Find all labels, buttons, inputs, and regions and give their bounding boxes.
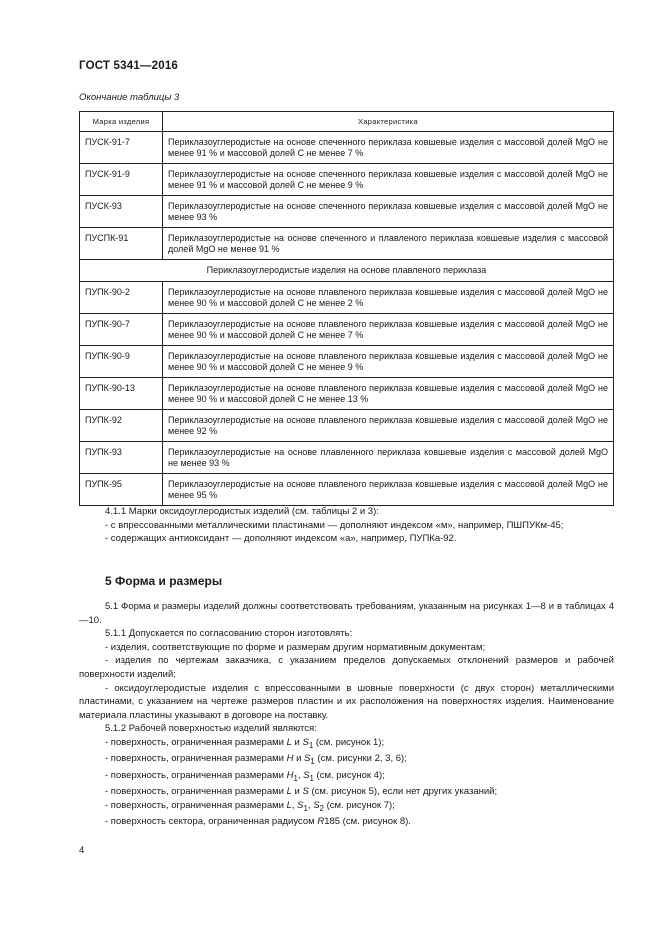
table-row (80, 410, 614, 442)
document-header: ГОСТ 5341—2016 (79, 60, 179, 72)
mark-cell: ПУПК-93 (80, 442, 163, 474)
table-row (80, 346, 614, 378)
table-row (80, 164, 614, 196)
column-header-characteristic: Характеристика (163, 112, 614, 132)
surface-item: - поверхность сектора, ограниченная радиусом R185 (см. рисунок 8). (105, 816, 411, 828)
table-row (80, 378, 614, 410)
mark-cell: ПУСК-91-9 (80, 164, 163, 196)
mark-cell: ПУПК-90-7 (80, 314, 163, 346)
section-title: 5 Форма и размеры (105, 574, 223, 588)
mark-cell: ПУСК-91-7 (80, 132, 163, 164)
para-5-1-1-item: - оксидоуглеродистые изделия с впрессованными в шовные поверхности (с двух сторон) металлическими пластинами, с указанием на чертеже размеров пластин и их расположения на поверхностях изделия. Наименование материала пластины указывают в договоре на поставку. (79, 682, 614, 721)
table-caption: Окончание таблицы 3 (79, 92, 180, 103)
surface-item: - поверхность, ограниченная размерами L и $S_1$ (см. рисунок 1); (105, 736, 385, 750)
surface-item: - поверхность, ограниченная размерами $H_1$, $S_1$ (см. рисунок 4); (105, 769, 385, 783)
para-5-1: 5.1 Форма и размеры изделий должны соответствовать требованиям, указанным на рисунках 1—8 и в таблицах 4—10. (79, 601, 614, 626)
surface-item: - поверхность, ограниченная размерами L и S (см. рисунок 5), если нет других указаний; (105, 786, 498, 798)
mark-cell: ПУПК-90-13 (80, 378, 163, 410)
desc-cell: Периклазоуглеродистые на основе спеченного периклаза ковшевые изделия с массовой долей MgO не менее 91 % и массовой долей C не менее 7 % (163, 132, 614, 164)
mark-cell: ПУПК-90-2 (80, 282, 163, 314)
table-row (80, 442, 614, 474)
para-5-1-1-item: - изделия по чертежам заказчика, с указанием пределов допускаемых отклонений размеров и рабочей поверхности изделий; (79, 655, 614, 680)
table-header-row (80, 112, 614, 132)
desc-cell: Периклазоуглеродистые на основе спеченного и плавленого периклаза ковшевые изделия с массовой долей MgO не менее 91 % (163, 228, 614, 260)
page-number: 4 (79, 845, 85, 856)
desc-cell: Периклазоуглеродистые на основе плавленого периклаза ковшевые изделия с массовой долей MgO не менее 92 % (163, 410, 614, 442)
table-row (80, 282, 614, 314)
surface-item: - поверхность, ограниченная размерами H и $S_1$ (см. рисунки 2, 3, 6); (105, 753, 407, 767)
desc-cell: Периклазоуглеродистые на основе спеченного периклаза ковшевые изделия с массовой долей MgO не менее 91 % и массовой долей C не менее 9 % (163, 164, 614, 196)
desc-cell: Периклазоуглеродистые на основе плавленого периклаза ковшевые изделия с массовой долей MgO не менее 90 % и массовой долей C не менее 2 % (163, 282, 614, 314)
para-5-1-2: 5.1.2 Рабочей поверхностью изделий являются: (105, 723, 317, 735)
group-heading: Периклазоуглеродистые изделия на основе плавленого периклаза (80, 260, 614, 282)
section-5-body (79, 600, 614, 829)
desc-cell: Периклазоуглеродистые на основе плавленого периклаза ковшевые изделия с массовой долей MgO не менее 90 % и массовой долей C не менее 13 % (163, 378, 614, 410)
mark-cell: ПУПК-90-9 (80, 346, 163, 378)
surface-item: - поверхность, ограниченная размерами L, $S_1$, $S_2$ (см. рисунок 7); (105, 799, 395, 813)
para-4-1-1-intro: 4.1.1 Марки оксидоуглеродистых изделий (см. таблицы 2 и 3): (105, 506, 379, 517)
paragraph-4-1-1 (79, 505, 614, 546)
column-header-mark: Марка изделия (80, 112, 163, 132)
mark-cell: ПУСК-93 (80, 196, 163, 228)
mark-cell: ПУСПК-91 (80, 228, 163, 260)
desc-cell: Периклазоуглеродистые на основе спеченного периклаза ковшевые изделия с массовой долей MgO не менее 93 % (163, 196, 614, 228)
para-4-1-1-item: - с впрессованными металлическими пластинами — дополняют индексом «м», например, ПШПУКм-45; (105, 519, 564, 531)
mark-cell: ПУПК-95 (80, 474, 163, 506)
table-row (80, 314, 614, 346)
desc-cell: Периклазоуглеродистые на основе плавленого периклаза ковшевые изделия с массовой долей MgO не менее 90 % и массовой долей C не менее 9 % (163, 346, 614, 378)
desc-cell: Периклазоуглеродистые на основе плавленого периклаза ковшевые изделия с массовой долей MgO не менее 90 % и массовой долей C не менее 7 % (163, 314, 614, 346)
table-row (80, 132, 614, 164)
para-4-1-1-item: - содержащих антиоксидант — дополняют индексом «а», например, ПУПКа-92. (105, 533, 457, 545)
desc-cell: Периклазоуглеродистые на основе плавленого периклаза ковшевые изделия с массовой долей MgO не менее 95 % (163, 474, 614, 506)
table-body (80, 132, 614, 506)
table-row (80, 196, 614, 228)
group-row (80, 260, 614, 282)
spec-table (79, 111, 614, 506)
desc-cell: Периклазоуглеродистые на основе плавленного периклаза ковшевые изделия с массовой долей MgO не менее 93 % (163, 442, 614, 474)
mark-cell: ПУПК-92 (80, 410, 163, 442)
table-row (80, 228, 614, 260)
para-5-1-1: 5.1.1 Допускается по согласованию сторон изготовлять: (105, 628, 353, 640)
para-5-1-1-item: - изделия, соответствующие по форме и размерам другим нормативным документам; (105, 641, 486, 653)
table-row (80, 474, 614, 506)
